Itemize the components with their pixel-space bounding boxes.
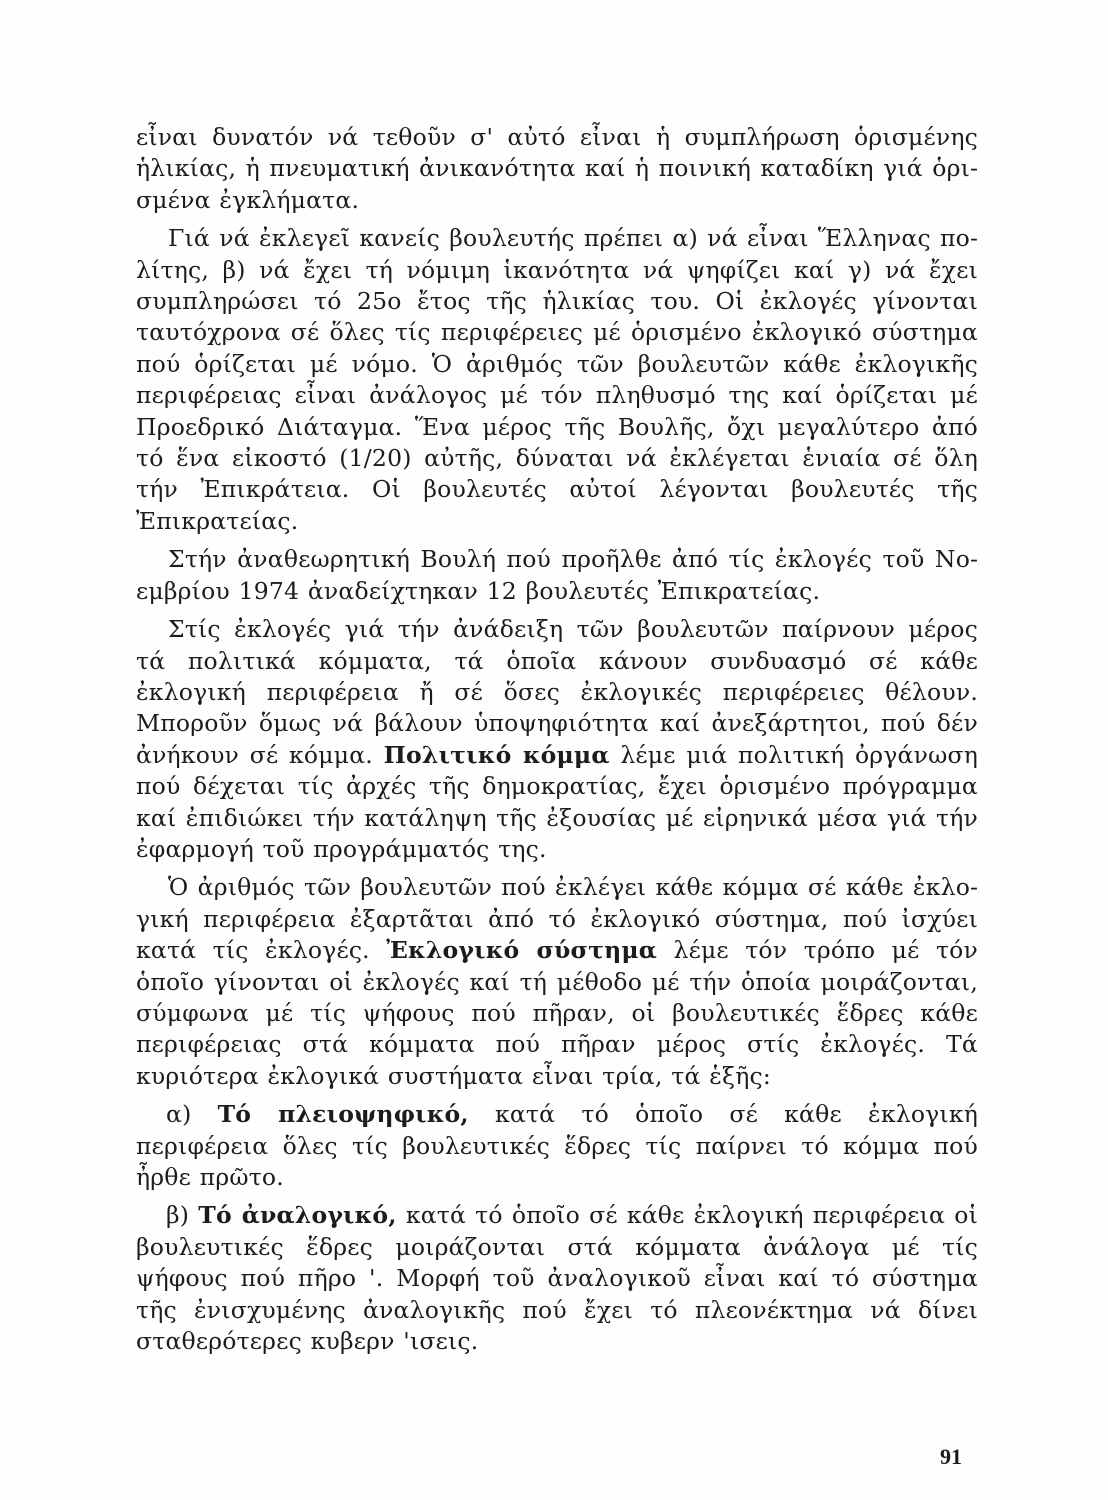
term-political-party: Πολιτικό κόμμα xyxy=(383,740,610,769)
paragraph-2-text: Γιά νά ἐκλεγεῖ κανείς βουλευτής πρέπει α) νά εἶναι Ἕλληνας πολίτης, β) νά ἔχει τή νόμιμη ἱκανότητα νά ψηφίζει καί γ) νά ἔχει συμπληρώσει τό 25ο ἔτος τῆς ἡλικίας του. Οἱ ἐκλογές γίνονται ταυτόχρονα σέ ὅλες τίς περιφέρειες μέ ὁρισμένο ἐκλογικό σύστημα πού ὁρίζεται μέ νόμο. Ὁ ἀριθμός τῶν βουλευτῶν κάθε ἐκλογικῆς περιφέρειας εἶναι ἀνάλογος μέ τόν πληθυσμό της καί ὁρίζεται μέ Προεδρικό Διάταγμα. Ἕνα μέρος τῆς Βουλῆς, ὄχι μεγαλύτερο ἀπό τό ἕνα εἰκοστό (1/20) αὐτῆς, δύναται νά ἐκλέγεται ἑνιαία σέ ὅλη τήν Ἐπικράτεια. Οἱ βουλευτές αὐτοί λέγονται βουλευτές τῆς Ἐπικρατείας. xyxy=(136,224,978,535)
body-text xyxy=(136,122,978,1364)
paragraph-1 xyxy=(136,122,978,216)
paragraph-3-text: Στήν ἀναθεωρητική Βουλή πού προῆλθε ἀπό τίς ἐκλογές τοῦ Νοεμβρίου 1974 ἀναδείχτηκαν 12 βουλευτές Ἐπικρατείας. xyxy=(136,545,978,605)
list-item-majoritarian xyxy=(136,1099,978,1193)
page-number: 91 xyxy=(940,1444,962,1469)
term-electoral-system: Ἐκλογικό σύστημα xyxy=(386,936,658,965)
list-item-majoritarian-text: κατά τό ὁποῖο σέ κάθε ἐκλογική περιφέρεια ὅλες τίς βουλευτικές ἕδρες τίς παίρνει τό κόμμα πού ἦρθε πρῶτο. xyxy=(136,1100,978,1191)
list-marker-b: β) xyxy=(166,1201,199,1230)
paragraph-3 xyxy=(136,544,978,607)
paragraph-1-text: εἶναι δυνατόν νά τεθοῦν σ' αὐτό εἶναι ἡ συμπλήρωση ὁρισμένης ἡλικίας, ἡ πνευματική ἀνικανότητα καί ἡ ποινική καταδίκη γιά ὁρισμένα ἐγκλήματα. xyxy=(136,123,978,214)
list-marker-a: α) xyxy=(166,1100,218,1129)
term-majoritarian: Τό πλειοψηφικό, xyxy=(217,1100,469,1129)
paragraph-5-text-before: Ὁ ἀριθμός τῶν βουλευτῶν πού ἐκλέγει κάθε κόμμα σέ κάθε ἐκλογική περιφέρεια ἐξαρτᾶται ἀπό τό ἐκλογικό σύστημα, πού ἰσχύει κατά τίς ἐκλογές. xyxy=(136,873,978,965)
term-proportional: Τό ἀναλογικό, xyxy=(198,1201,397,1230)
paragraph-4 xyxy=(136,614,978,865)
paragraph-4-text-before: Στίς ἐκλογές γιά τήν ἀνάδειξη τῶν βουλευτῶν παίρνουν μέρος τά πολιτικά κόμματα, τά ὁποῖα κάνουν συνδυασμό σέ κάθε ἐκλογική περιφέρεια ἤ σέ ὅσες ἐκλογικές περιφέρειες θέλουν. Μποροῦν ὅμως νά βάλουν ὑποψηφιότητα καί ἀνεξάρτητοι, πού δέν ἀνήκουν σέ κόμμα. xyxy=(136,615,978,769)
paragraph-5 xyxy=(136,872,978,1092)
list-item-proportional-text: κατά τό ὁποῖο σέ κάθε ἐκλογική περιφέρεια οἱ βουλευτικές ἕδρες μοιράζονται στά κόμματα ἀνάλογα μέ τίς ψήφους πού πῆρο '. Μορφή τοῦ ἀναλογικοῦ εἶναι καί τό σύστημα τῆς ἐνισχυμένης ἀναλογικῆς πού ἔχει τό πλεονέκτημα νά δίνει σταθερότερες κυβερν 'ισεις. xyxy=(136,1201,978,1356)
paragraph-4-text-after: λέμε μιά πολιτική ὀργάνωση πού δέχεται τίς ἀρχές τῆς δημοκρατίας, ἔχει ὁρισμένο πρόγραμμα καί ἐπιδιώκει τήν κατάληψη τῆς ἐξουσίας μέ εἰρηνικά μέσα γιά τήν ἐφαρμογή τοῦ προγράμματός της. xyxy=(136,740,978,863)
list-item-proportional xyxy=(136,1200,978,1357)
paragraph-5-text-after: λέμε τόν τρόπο μέ τόν ὁποῖο γίνονται οἱ ἐκλογές καί τή μέθοδο μέ τήν ὁποία μοιράζονται, σύμφωνα μέ τίς ψήφους πού πῆραν, οἱ βουλευτικές ἕδρες κάθε περιφέρειας στά κόμματα πού πῆραν μέρος στίς ἐκλογές. Τά κυριότερα ἐκλογικά συστήματα εἶναι τρία, τά ἑξῆς: xyxy=(136,936,978,1090)
paragraph-2 xyxy=(136,223,978,537)
